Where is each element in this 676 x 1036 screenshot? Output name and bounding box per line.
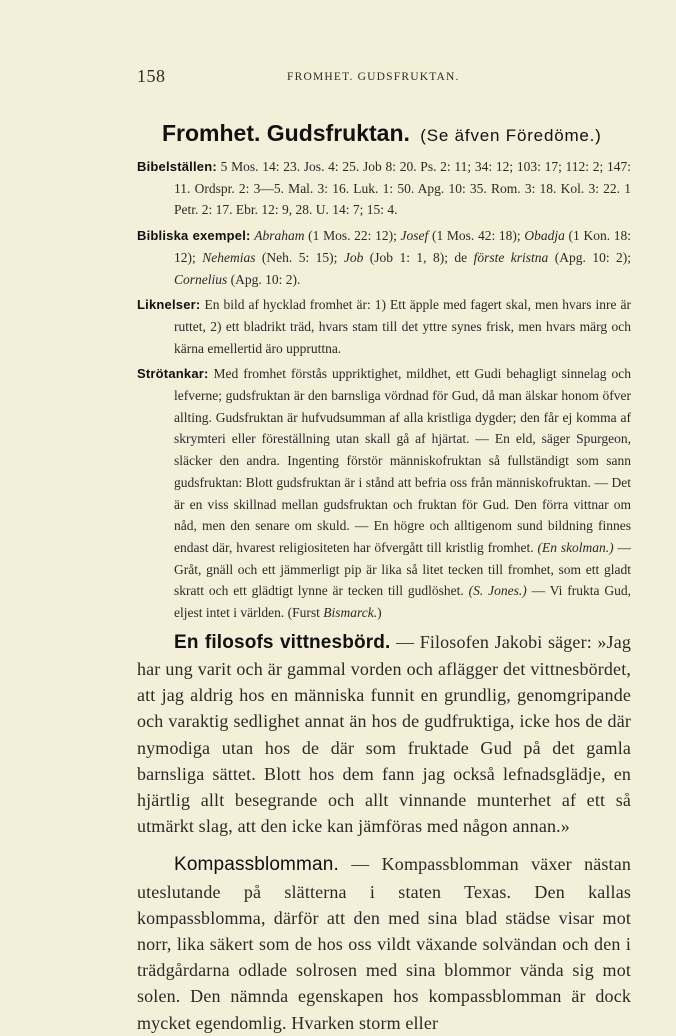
strotankar-cite-2: (S. Jones.) bbox=[468, 583, 527, 599]
bibliska-paragraph bbox=[137, 225, 631, 290]
filosof-paragraph bbox=[137, 629, 631, 840]
strotankar-cite-1: (En skolman.) bbox=[537, 539, 614, 555]
running-head: FROMHET. GUDSFRUKTAN. bbox=[287, 71, 460, 83]
strotankar-cite-3: Bismarck. bbox=[323, 605, 378, 621]
kompass-heading: Kompassblomman. bbox=[174, 854, 339, 876]
bibliska-forste: förste kristna bbox=[473, 249, 549, 265]
filosof-text: — Filosofen Jakobi säger: »Jag har ung varit och är gammal vorden och aflägger det vittnesbördet, att jag aldrig hos en människa funnit en grundlig, genomgripande och varaktig sedlighet annat än hos de gudfruktiga, icke hos de där nymodiga utan hos de där som fruktade Gud på det gamla barnsliga sättet. Blott hos dem fann jag också lefnadsglädje, en hjärtlig allt besegrande och allt vinnande munterhet af ett så utmärkt slag, att den icke kan jämföras med någon annan.» bbox=[137, 631, 631, 837]
section-title-aside: (Se äfven Föredöme.) bbox=[420, 126, 602, 145]
liknelser-label: Liknelser: bbox=[137, 297, 201, 313]
bibliska-job-ref: (Job 1: 1, 8); de bbox=[363, 249, 474, 265]
strotankar-text-3: — Vi frukta Gud, eljest intet i världen. (Furst bbox=[174, 583, 631, 621]
strotankar-paragraph bbox=[137, 363, 631, 623]
body-column bbox=[137, 156, 631, 1036]
bibliska-nehemias-ref: (Neh. 5: 15); bbox=[255, 249, 344, 265]
bibliska-nehemias: Nehemias bbox=[202, 249, 256, 265]
bibliska-cornelius: Cornelius bbox=[174, 271, 228, 287]
bibliska-abraham: Abraham bbox=[254, 228, 305, 244]
bibliska-forste-ref: (Apg. 10: 2); bbox=[548, 249, 632, 265]
page-header bbox=[137, 66, 537, 90]
bibelstallen-label: Bibelställen: bbox=[137, 159, 217, 174]
bibliska-job: Job bbox=[343, 249, 364, 265]
kompass-paragraph bbox=[137, 851, 631, 1035]
bibliska-cornelius-ref: (Apg. 10: 2). bbox=[227, 271, 301, 287]
liknelser-paragraph bbox=[137, 294, 631, 359]
bibliska-obadja: Obadja bbox=[524, 228, 565, 244]
strotankar-text-1: Med fromhet förstås uppriktighet, mildhet, ett Gudi behagligt sinnelag och lefverne; gudsfruktan är den barnsliga vördnad för Gud, då man älskar honom öfver allting. Gudsfruktan är hufvudsumman af alla kristliga dygder; den får ej komma af skrymteri eller föreställning utan skall gå af hjärtat. — En eld, säger Spurgeon, släcker den andra. Ingenting förstör människofruktan så fullständigt som sann gudsfruktan: Blott gudsfruktan är i stånd att befria oss från människofruktan. — Det är en viss skillnad mellan gudsfruktan och fruktan för Gud. Den förra vittnar om nåd, men den senare om skuld. — En högre och alltigenom sund bildning finnes endast där, hvarest religiositeten har öfvergått till kristlig fromhet. bbox=[174, 366, 632, 555]
bibliska-josef: Josef bbox=[400, 228, 429, 244]
liknelser-text: En bild af hycklad fromhet är: 1) Ett äpple med fagert skal, men hvars inre är ruttet, 2) ett bladrikt träd, hvars stam till det yttre synes frisk, men hvars märg och kärna emellertid äro uppruttna. bbox=[174, 297, 631, 356]
bibliska-label: Bibliska exempel: bbox=[137, 228, 251, 244]
page-number: 158 bbox=[137, 66, 166, 86]
kompass-text: — Kompassblomman växer nästan uteslutande på slätterna i staten Texas. Den kallas kompassblomma, därför att den med sina blad städse visar mot norr, lika säkert som de hos oss vildt växande solvändan och den i trädgårdarna odlade solrosen med sina blommor vända sig mot solen. Den nämnda egenskapen hos kompassblomman är dock mycket egendomlig. Hvarken storm eller bbox=[137, 854, 631, 1033]
bibelstallen-text: 5 Mos. 14: 23. Jos. 4: 25. Job 8: 20. Ps. 2: 11; 34: 12; 103: 17; 112: 2; 147: 11. Ordspr. 2: 3—5. Mal. 3: 16. Luk. 1: 50. Apg. 10: 35. Rom. 3: 18. Kol. 3: 22. 1 Petr. 2: 17. Ebr. 12: 9, 28. U. 14: 7; 15: 4. bbox=[174, 159, 631, 218]
bibliska-josef-ref: (1 Mos. 42: 18); bbox=[428, 228, 525, 244]
filosof-heading: En filosofs vittnesbörd. bbox=[174, 631, 391, 653]
bibelstallen-paragraph bbox=[137, 156, 631, 221]
bibliska-abraham-ref: (1 Mos. 22: 12); bbox=[304, 228, 401, 244]
strotankar-text-4: ) bbox=[377, 605, 382, 621]
bibliska-obadja-ref: (1 Kon. 18: 12); bbox=[174, 228, 632, 265]
section-title-main: Fromhet. Gudsfruktan. bbox=[162, 120, 410, 146]
strotankar-label: Strötankar: bbox=[137, 366, 209, 382]
strotankar-text-2: — Gråt, gnäll och ett jämmerligt pip är lika så litet tecken till fromhet, som ett gladt skratt och ett glädtigt lynne är tecken till gudlöshet. bbox=[174, 539, 632, 599]
section-title bbox=[162, 120, 642, 147]
